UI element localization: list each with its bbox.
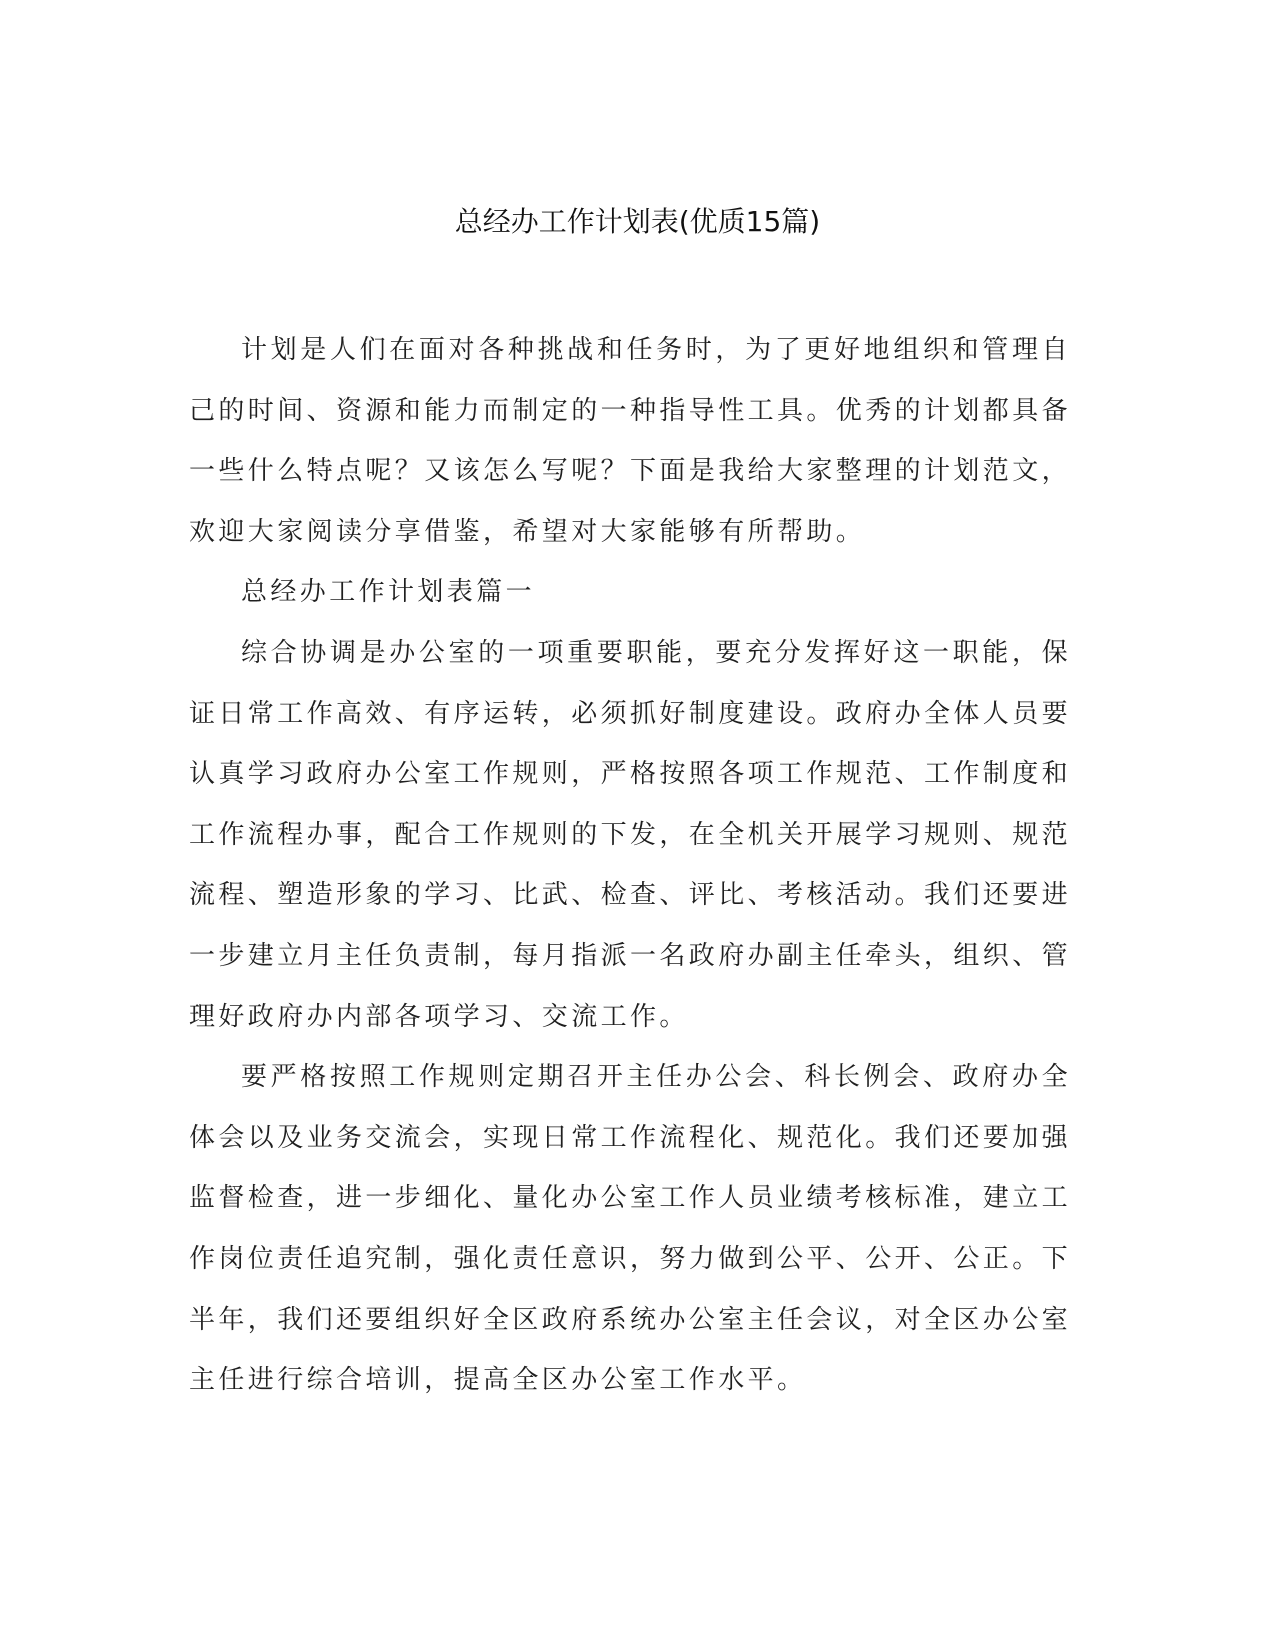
intro-paragraph: 计划是人们在面对各种挑战和任务时，为了更好地组织和管理自己的时间、资源和能力而制定的一种指导性工具。优秀的计划都具备一些什么特点呢？又该怎么写呢？下面是我给大家整理的计划范文，欢迎大家阅读分享借鉴，希望对大家能够有所帮助。 — [189, 335, 1072, 547]
body-paragraph: 综合协调是办公室的一项重要职能，要充分发挥好这一职能，保证日常工作高效、有序运转，必须抓好制度建设。政府办全体人员要认真学习政府办公室工作规则，严格按照各项工作规范、工作制度和工作流程办事，配合工作规则的下发，在全机关开展学习规则、规范流程、塑造形象的学习、比武、检查、评比、考核活动。我们还要进一步建立月主任负责制，每月指派一名政府办副主任牵头，组织、管理好政府办内部各项学习、交流工作。 — [189, 637, 1072, 1032]
document-body — [189, 320, 1071, 1411]
section-heading: 总经办工作计划表篇一 — [241, 577, 536, 608]
document-title: 总经办工作计划表(优质15篇) — [454, 205, 821, 238]
body-paragraph: 要严格按照工作规则定期召开主任办公会、科长例会、政府办全体会以及业务交流会，实现日常工作流程化、规范化。我们还要加强监督检查，进一步细化、量化办公室工作人员业绩考核标准，建立工作岗位责任追究制，强化责任意识，努力做到公平、公开、公正。下半年，我们还要组织好全区政府系统办公室主任会议，对全区办公室主任进行综合培训，提高全区办公室工作水平。 — [189, 1062, 1072, 1396]
